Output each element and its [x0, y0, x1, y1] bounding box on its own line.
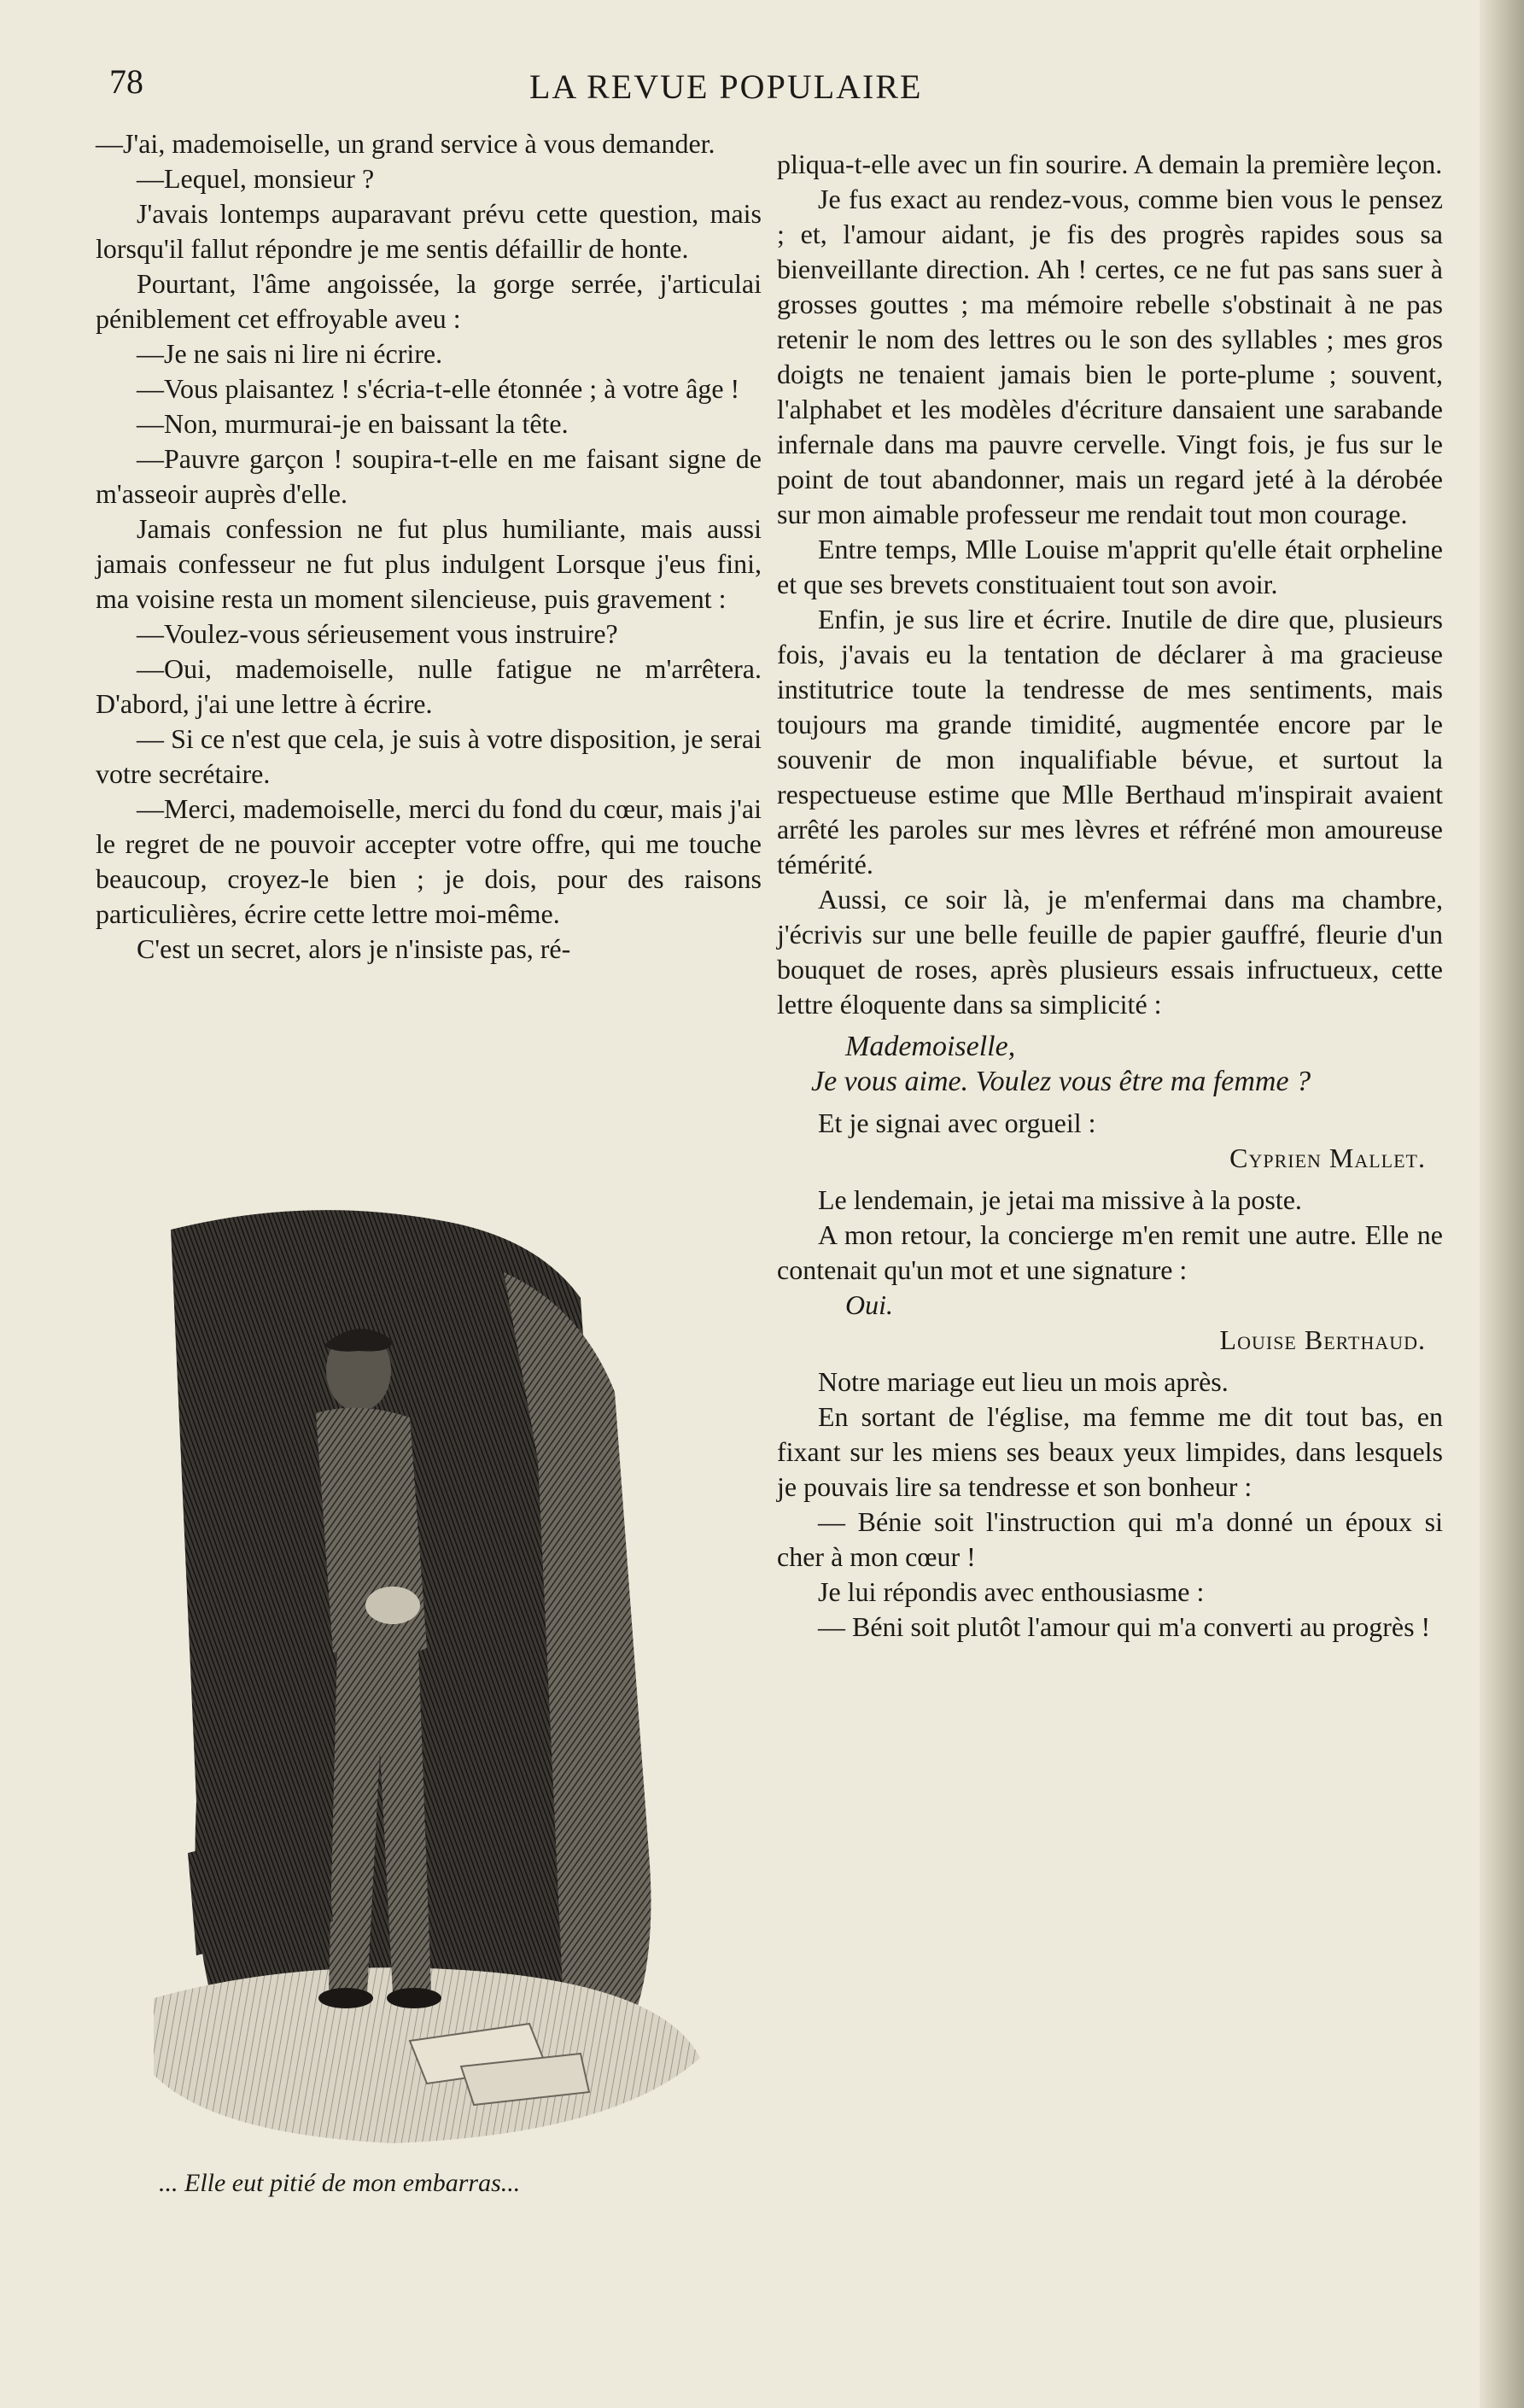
left-paragraph: Pourtant, l'âme angoissée, la gorge serrée, j'articulai péniblement cet effroyable aveu : — [96, 268, 762, 334]
illustration-engraving — [137, 1204, 717, 2152]
right-paragraph: Aussi, ce soir là, je m'enfermai dans ma chambre, j'écrivis sur une belle feuille de papier gauffré, fleurie d'un bouquet de roses, après plusieurs essais infructueux, cette lettre éloquente dans sa simplicité : — [777, 884, 1443, 1020]
right-paragraph: Entre temps, Mlle Louise m'apprit qu'elle était orpheline et que ses brevets constituaient tout son avoir. — [777, 534, 1443, 599]
left-paragraph: —Lequel, monsieur ? — [137, 163, 375, 194]
running-head: LA REVUE POPULAIRE — [529, 67, 923, 106]
left-paragraph: —Oui, mademoiselle, nulle fatigue ne m'arrêtera. D'abord, j'ai une lettre à écrire. — [96, 653, 762, 719]
right-paragraph: Je lui répondis avec enthousiasme : — [818, 1576, 1205, 1607]
right-paragraph: Je fus exact au rendez-vous, comme bien vous le pensez ; et, l'amour aidant, je fis des progrès rapides sous sa bienveillante direction. Ah ! certes, ce ne fut pas sans suer à grosses gouttes ; ma mémoire rebelle s'obstinait à ne pas retenir le nom des lettres ou le son des syllables ; mes gros doigts ne tenaient jamais bien le porte-plume ; souvent, l'alphabet et les modèles d'écriture dansaient une sarabande infernale dans ma pauvre cervelle. Vingt fois, je fus sur le point de tout abandonner, mais un regard jeté à la dérobée sur mon aimable professeur me rendait tout mon courage. — [777, 184, 1443, 529]
left-paragraph: Jamais confession ne fut plus humiliante, mais aussi jamais confesseur ne fut plus indulgent Lorsque j'eus fini, ma voisine resta un moment silencieuse, puis gravement : — [96, 513, 762, 614]
figure-torso — [316, 1408, 427, 1658]
left-paragraph: —Vous plaisantez ! s'écria-t-elle étonnée ; à votre âge ! — [137, 373, 740, 404]
right-paragraph: A mon retour, la concierge m'en remit une autre. Elle ne contenait qu'un mot et une signature : — [777, 1219, 1443, 1285]
figure-shoe-left — [318, 1988, 373, 2008]
figure-shoe-right — [387, 1988, 441, 2008]
page-number: 78 — [109, 62, 143, 101]
illustration-caption: ... Elle eut pitié de mon embarras... — [159, 2169, 521, 2197]
figure-hands — [365, 1587, 420, 1624]
letter-salutation: Mademoiselle, — [845, 1031, 1016, 1062]
right-column — [777, 147, 1443, 1645]
left-column — [96, 126, 762, 967]
letter-body: Je vous aime. Voulez vous être ma femme ? — [811, 1066, 1311, 1097]
left-paragraph: —Merci, mademoiselle, merci du fond du cœur, mais j'ai le regret de ne pouvoir accepter votre offre, qui me touche beaucoup, croyez-le bien ; je dois, pour des raisons particulières, écrire cette lettre moi-même. — [96, 793, 762, 929]
left-paragraph: —J'ai, mademoiselle, un grand service à vous demander. — [96, 128, 715, 159]
right-paragraph: — Béni soit plutôt l'amour qui m'a converti au progrès ! — [818, 1611, 1431, 1642]
left-paragraph: C'est un secret, alors je n'insiste pas, ré- — [137, 933, 571, 964]
right-paragraph: Le lendemain, je jetai ma missive à la poste. — [818, 1184, 1302, 1215]
right-paragraph: pliqua-t-elle avec un fin sourire. A demain la première leçon. — [777, 149, 1443, 179]
signature-cyprien: Cyprien Mallet. — [1229, 1143, 1426, 1173]
right-paragraph: — Bénie soit l'instruction qui m'a donné un époux si cher à mon cœur ! — [777, 1506, 1443, 1572]
signed-intro: Et je signai avec orgueil : — [818, 1108, 1096, 1138]
signature-louise: Louise Berthaud. — [1219, 1324, 1426, 1355]
right-paragraph: En sortant de l'église, ma femme me dit tout bas, en fixant sur les miens ses beaux yeux limpides, dans lesquels je pouvais lire sa tendresse et son bonheur : — [777, 1401, 1443, 1502]
right-paragraph: Notre mariage eut lieu un mois après. — [818, 1366, 1229, 1397]
page-binding-edge — [1480, 0, 1524, 2408]
left-paragraph: — Si ce n'est que cela, je suis à votre disposition, je serai votre secrétaire. — [96, 723, 762, 789]
left-paragraph: —Je ne sais ni lire ni écrire. — [137, 338, 443, 369]
left-paragraph: —Voulez-vous sérieusement vous instruire? — [137, 618, 618, 649]
left-paragraph: —Non, murmurai-je en baissant la tête. — [137, 408, 569, 439]
reply-word: Oui. — [845, 1289, 893, 1320]
left-paragraph: J'avais lontemps auparavant prévu cette question, mais lorsqu'il fallut répondre je me sentis défaillir de honte. — [96, 198, 762, 264]
right-paragraph: Enfin, je sus lire et écrire. Inutile de dire que, plusieurs fois, j'avais eu la tentation de déclarer à ma gracieuse institutrice toute la tendresse de mes sentiments, mais toujours ma grande timidité, augmentée encore par le souvenir de mon inqualifiable bévue, et surtout la respectueuse estime que Mlle Berthaud m'inspirait avaient arrêté les paroles sur mes lèvres et réfréné mon amoureuse témérité. — [777, 604, 1443, 880]
left-paragraph: —Pauvre garçon ! soupira-t-elle en me faisant signe de m'asseoir auprès d'elle. — [96, 443, 762, 509]
